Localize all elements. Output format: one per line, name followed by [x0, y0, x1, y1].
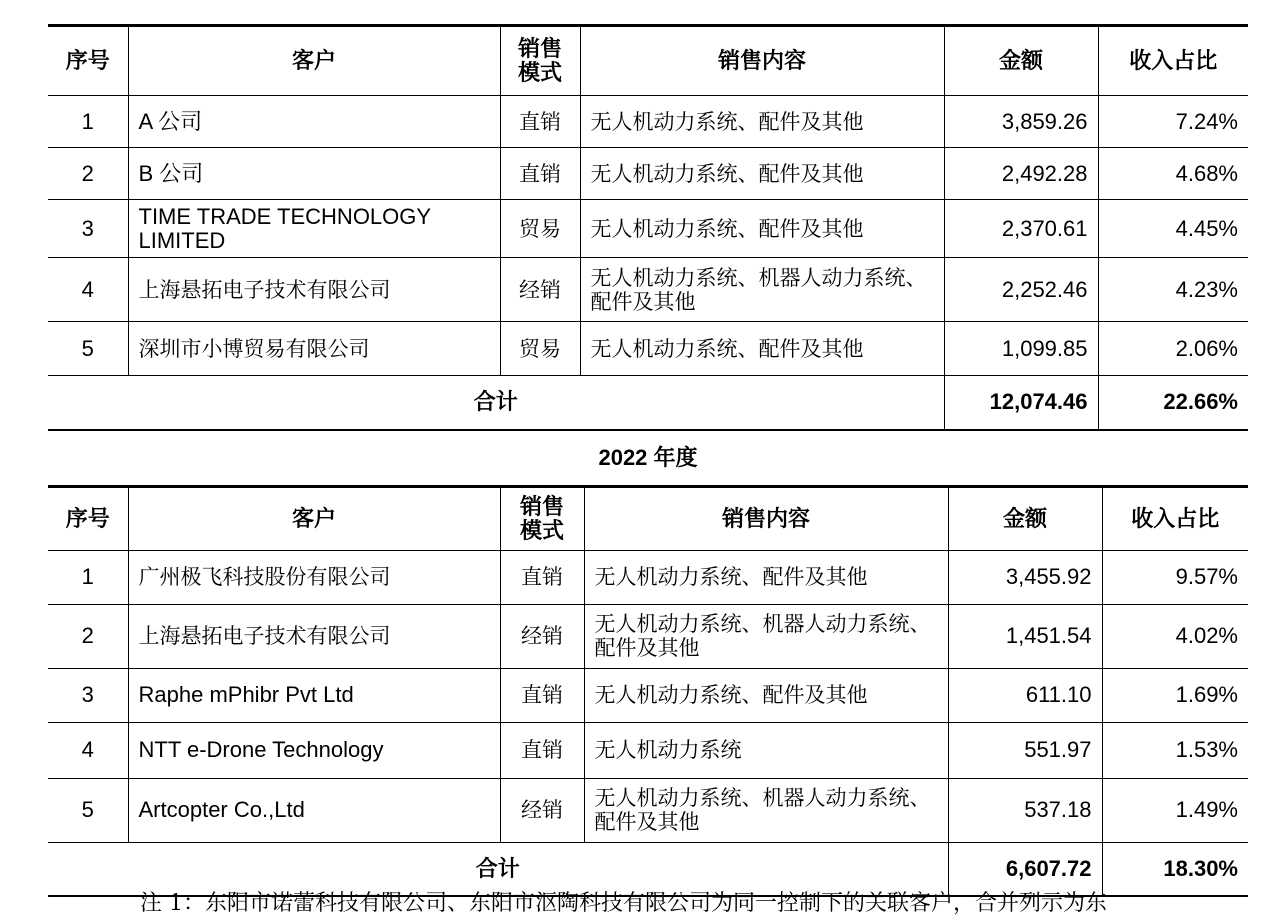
- total-amount: 6,607.72: [948, 842, 1102, 896]
- row-index: 4: [48, 722, 128, 778]
- row-content: 无人机动力系统、机器人动力系统、配件及其他: [580, 258, 944, 322]
- row-customer: 广州极飞科技股份有限公司: [128, 550, 500, 604]
- total-label: 合计: [48, 842, 948, 896]
- header-sales-mode: 销售模式: [500, 486, 584, 550]
- header-index: 序号: [48, 486, 128, 550]
- table-row: [48, 96, 1248, 148]
- row-share: 1.69%: [1102, 668, 1248, 722]
- row-share: 1.49%: [1102, 778, 1248, 842]
- row-amount: 2,370.61: [944, 200, 1098, 258]
- row-index: 3: [48, 200, 128, 258]
- table-row: [48, 200, 1248, 258]
- row-content: 无人机动力系统、配件及其他: [580, 200, 944, 258]
- row-mode: 直销: [500, 148, 580, 200]
- row-customer: Artcopter Co.,Ltd: [128, 778, 500, 842]
- row-share: 1.53%: [1102, 722, 1248, 778]
- header-revenue-share: 收入占比: [1102, 486, 1248, 550]
- row-content: 无人机动力系统: [584, 722, 948, 778]
- table-header-row: [48, 486, 1248, 550]
- row-share: 4.68%: [1098, 148, 1248, 200]
- header-amount: 金额: [948, 486, 1102, 550]
- table-row: [48, 148, 1248, 200]
- row-mode: 贸易: [500, 322, 580, 376]
- table-row: [48, 778, 1248, 842]
- header-sales-content: 销售内容: [580, 26, 944, 96]
- row-amount: 551.97: [948, 722, 1102, 778]
- table-row: [48, 722, 1248, 778]
- row-amount: 611.10: [948, 668, 1102, 722]
- row-customer: NTT e-Drone Technology: [128, 722, 500, 778]
- row-content: 无人机动力系统、配件及其他: [580, 96, 944, 148]
- customer-table-2: [48, 485, 1248, 898]
- row-mode: 经销: [500, 258, 580, 322]
- row-share: 2.06%: [1098, 322, 1248, 376]
- header-amount: 金额: [944, 26, 1098, 96]
- header-customer: 客户: [128, 486, 500, 550]
- header-revenue-share: 收入占比: [1098, 26, 1248, 96]
- row-mode: 直销: [500, 550, 584, 604]
- row-share: 7.24%: [1098, 96, 1248, 148]
- row-share: 4.02%: [1102, 604, 1248, 668]
- table-row: [48, 604, 1248, 668]
- row-amount: 2,252.46: [944, 258, 1098, 322]
- row-index: 1: [48, 550, 128, 604]
- row-customer: TIME TRADE TECHNOLOGY LIMITED: [128, 200, 500, 258]
- row-customer: A 公司: [128, 96, 500, 148]
- row-customer: 上海悬拓电子技术有限公司: [128, 604, 500, 668]
- row-amount: 1,451.54: [948, 604, 1102, 668]
- header-sales-content: 销售内容: [584, 486, 948, 550]
- row-customer: B 公司: [128, 148, 500, 200]
- row-content: 无人机动力系统、配件及其他: [584, 668, 948, 722]
- row-customer: Raphe mPhibr Pvt Ltd: [128, 668, 500, 722]
- table-row: [48, 550, 1248, 604]
- row-index: 2: [48, 148, 128, 200]
- row-amount: 2,492.28: [944, 148, 1098, 200]
- row-amount: 537.18: [948, 778, 1102, 842]
- row-index: 4: [48, 258, 128, 322]
- row-share: 4.45%: [1098, 200, 1248, 258]
- row-customer: 深圳市小博贸易有限公司: [128, 322, 500, 376]
- row-content: 无人机动力系统、机器人动力系统、配件及其他: [584, 604, 948, 668]
- row-content: 无人机动力系统、配件及其他: [580, 322, 944, 376]
- row-mode: 经销: [500, 604, 584, 668]
- row-mode: 经销: [500, 778, 584, 842]
- row-share: 9.57%: [1102, 550, 1248, 604]
- row-amount: 1,099.85: [944, 322, 1098, 376]
- row-mode: 直销: [500, 96, 580, 148]
- header-customer: 客户: [128, 26, 500, 96]
- row-content: 无人机动力系统、配件及其他: [584, 550, 948, 604]
- total-row: [48, 376, 1248, 430]
- row-customer: 上海悬拓电子技术有限公司: [128, 258, 500, 322]
- row-amount: 3,859.26: [944, 96, 1098, 148]
- table-row: [48, 322, 1248, 376]
- row-content: 无人机动力系统、配件及其他: [580, 148, 944, 200]
- row-content: 无人机动力系统、机器人动力系统、配件及其他: [584, 778, 948, 842]
- footnote: 注 1：东阳市诺蕾科技有限公司、东阳市沤陶科技有限公司为同一控制下的关联客户，合并列示为东: [140, 891, 1107, 916]
- row-index: 3: [48, 668, 128, 722]
- row-index: 5: [48, 322, 128, 376]
- row-mode: 直销: [500, 722, 584, 778]
- row-index: 5: [48, 778, 128, 842]
- row-share: 4.23%: [1098, 258, 1248, 322]
- header-sales-mode: 销售模式: [500, 26, 580, 96]
- table-row: [48, 668, 1248, 722]
- document-page: [48, 24, 1248, 897]
- row-amount: 3,455.92: [948, 550, 1102, 604]
- customer-table-1: [48, 24, 1248, 431]
- total-share: 22.66%: [1098, 376, 1248, 430]
- row-index: 2: [48, 604, 128, 668]
- total-row: [48, 842, 1248, 896]
- total-share: 18.30%: [1102, 842, 1248, 896]
- total-label: 合计: [48, 376, 944, 430]
- row-index: 1: [48, 96, 128, 148]
- header-index: 序号: [48, 26, 128, 96]
- row-mode: 直销: [500, 668, 584, 722]
- row-mode: 贸易: [500, 200, 580, 258]
- total-amount: 12,074.46: [944, 376, 1098, 430]
- year-section-title: 2022 年度: [598, 444, 698, 470]
- table-row: [48, 258, 1248, 322]
- table-header-row: [48, 26, 1248, 96]
